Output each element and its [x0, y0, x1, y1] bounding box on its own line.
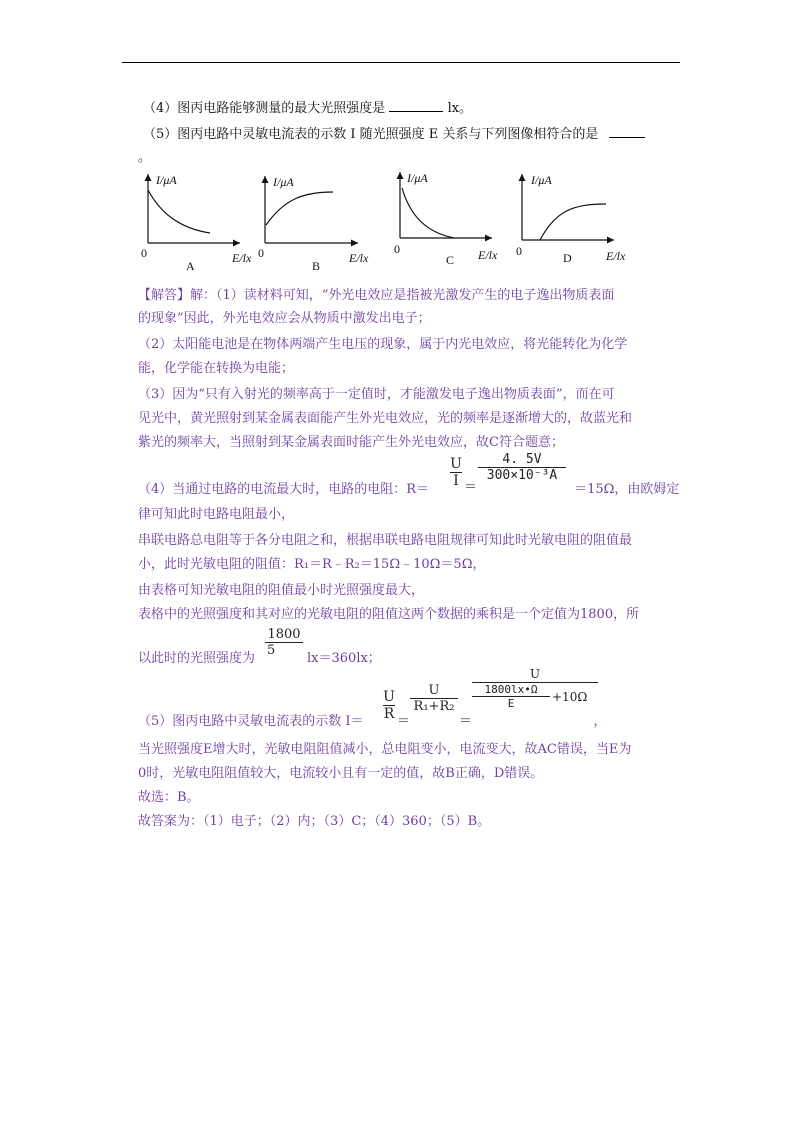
answer-paragraph-7: 故答案为：（1）电子；（2）内；（3）C；（4）360；（5）B。 [138, 814, 491, 829]
graph-a-curve [148, 190, 210, 233]
graph-b-x-label: E/lx [349, 251, 369, 265]
graph-c-curve [402, 188, 454, 238]
formula-inner-num: 1800lx•Ω [484, 683, 538, 696]
formula-u-over-i-num: U [450, 456, 462, 472]
graph-c-y-label: I/μA [407, 171, 428, 185]
graph-b-curve [266, 192, 333, 225]
question-4-text: （4）图丙电路能够测量的最大光照强度是 [143, 101, 386, 116]
answer-paragraph-1b: 的现象”因此，外光电效应会从物质中激发出电子； [138, 311, 431, 326]
answer-paragraph-4f: 表格中的光照强度和其对应的光敏电阻的阻值这两个数据的乘积是一个定值为1800，所 [138, 607, 640, 622]
graph-c-x-label: E/lx [478, 248, 498, 262]
graph-b-origin: 0 [258, 246, 264, 260]
answer-paragraph-3c: 紫光的频率大，当照射到某金属表面时能产生外光电效应，故C符合题意； [138, 435, 564, 450]
answer-p5a-suffix: ， [593, 714, 607, 729]
answer-paragraph-5c: 0时，光敏电阻阻值较大，电流较小且有一定的值，故B正确，D错误。 [138, 766, 544, 781]
formula-inner-fraction [472, 683, 550, 710]
graph-c-origin: 0 [394, 242, 400, 256]
answer-paragraph-6: 故选：B。 [138, 790, 200, 805]
answer-p4g-suffix: lx＝360lx； [307, 651, 381, 666]
graph-a [141, 173, 252, 273]
answer-p4g-prefix: 以此时的光照强度为 [138, 651, 256, 666]
answer-paragraph-4b: 律可知此时电路电阻最小， [138, 507, 295, 522]
formula-u-over-r [383, 689, 395, 722]
formula-1800: 1800 [267, 627, 301, 642]
answer-p5a-prefix: （5）图丙电路中灵敏电流表的示数 I＝ [138, 714, 364, 729]
answer-p4a-prefix: （4）当通过电路的电流最大时，电路的电阻：R＝ [138, 482, 430, 497]
formula-u-over-r-den: R [383, 706, 395, 722]
formula-u-over-r1-r2-den: R₁+R₂ [413, 699, 455, 714]
formula-5: 5 [267, 643, 276, 658]
formula-equals-1: ＝ [464, 480, 478, 495]
graph-d-x-label: E/lx [606, 249, 626, 263]
answer-paragraph-3b: 见光中，黄光照射到某金属表面能产生外光电效应，光的频率是逐渐增大的，故蓝光和 [138, 411, 633, 426]
formula-1800-over-5 [265, 627, 303, 658]
answer-paragraph-5a [138, 710, 607, 729]
answer-paragraph-2a: （2）太阳能电池是在物体两端产生电压的现象，属于内光电效应，将光能转化为化学 [138, 337, 628, 352]
question-5-text: （5）图丙电路中灵敏电流表的示数 I 随光照强度 E 关系与下列图像相符合的是 [143, 127, 599, 142]
graph-d-y-label: I/μA [531, 173, 552, 187]
answer-p1a-text: 解：（1）读材料可知，“外光电效应是指被光激发产生的电子逸出物质表面 [190, 288, 615, 303]
formula-u-over-i-den: I [453, 473, 459, 489]
graph-d [516, 173, 626, 265]
graph-c-label: C [446, 253, 455, 267]
answer-paragraph-4a [138, 478, 679, 497]
answer-tag: 【解答】 [138, 288, 191, 303]
formula-compound-den [472, 683, 598, 710]
answer-paragraph-3a: （3）因为“只有入射光的频率高于一定值时，才能激发电子逸出物质表面”，而在可 [138, 387, 615, 402]
formula-u-over-r1-r2-num: U [428, 683, 440, 698]
formula-u-over-r1-r2 [410, 683, 458, 714]
answer-p4a-suffix: ＝15Ω，由欧姆定 [574, 482, 680, 497]
graph-a-label: A [186, 259, 195, 273]
graph-a-origin: 0 [141, 246, 147, 260]
formula-voltage: 4. 5V [502, 452, 542, 467]
answer-paragraph-4d: 小，此时光敏电阻的阻值：R₁＝R﹣R₂＝15Ω﹣10Ω＝5Ω， [138, 557, 486, 572]
graph-d-label: D [563, 251, 572, 265]
formula-plus-10: +10Ω [552, 689, 588, 704]
graph-c [394, 171, 498, 267]
formula-equals-2: ＝ [397, 714, 411, 729]
answer-paragraph-2b: 能，化学能在转换为电能； [138, 361, 295, 376]
formula-inner-den: E [507, 697, 515, 710]
question-5-end: 。 [138, 150, 152, 165]
formula-equals-3: ＝ [459, 714, 473, 729]
graph-d-curve [540, 204, 606, 240]
question-4-unit: lx。 [447, 101, 473, 116]
formula-compound-num: U [529, 667, 541, 681]
answer-paragraph-4c: 串联电路总电阻等于各分电阻之和，根据串联电路电阻规律可知此时光敏电阻的阻值最 [138, 533, 633, 548]
formula-compound [472, 667, 598, 710]
formula-u-over-r-num: U [383, 689, 395, 705]
formula-u-over-i [450, 456, 462, 489]
answer-paragraph-1a [138, 284, 614, 303]
formula-current: 300×10⁻³A [486, 468, 558, 483]
answer-paragraph-4e: 由表格可知光敏电阻的阻值最小时光照强度最大， [138, 583, 425, 598]
graph-d-origin: 0 [516, 244, 522, 258]
graph-a-y-label: I/μA [156, 173, 177, 187]
graph-b [258, 175, 369, 273]
graph-b-label: B [312, 259, 321, 273]
graph-b-y-label: I/μA [273, 175, 294, 189]
answer-paragraph-5b: 当光照强度E增大时，光敏电阻阻值减小，总电阻变小，电流变大，故AC错误，当E为 [138, 742, 632, 757]
answer-paragraph-4g [138, 647, 381, 666]
graph-a-x-label: E/lx [232, 251, 252, 265]
formula-voltage-over-current [478, 452, 566, 483]
